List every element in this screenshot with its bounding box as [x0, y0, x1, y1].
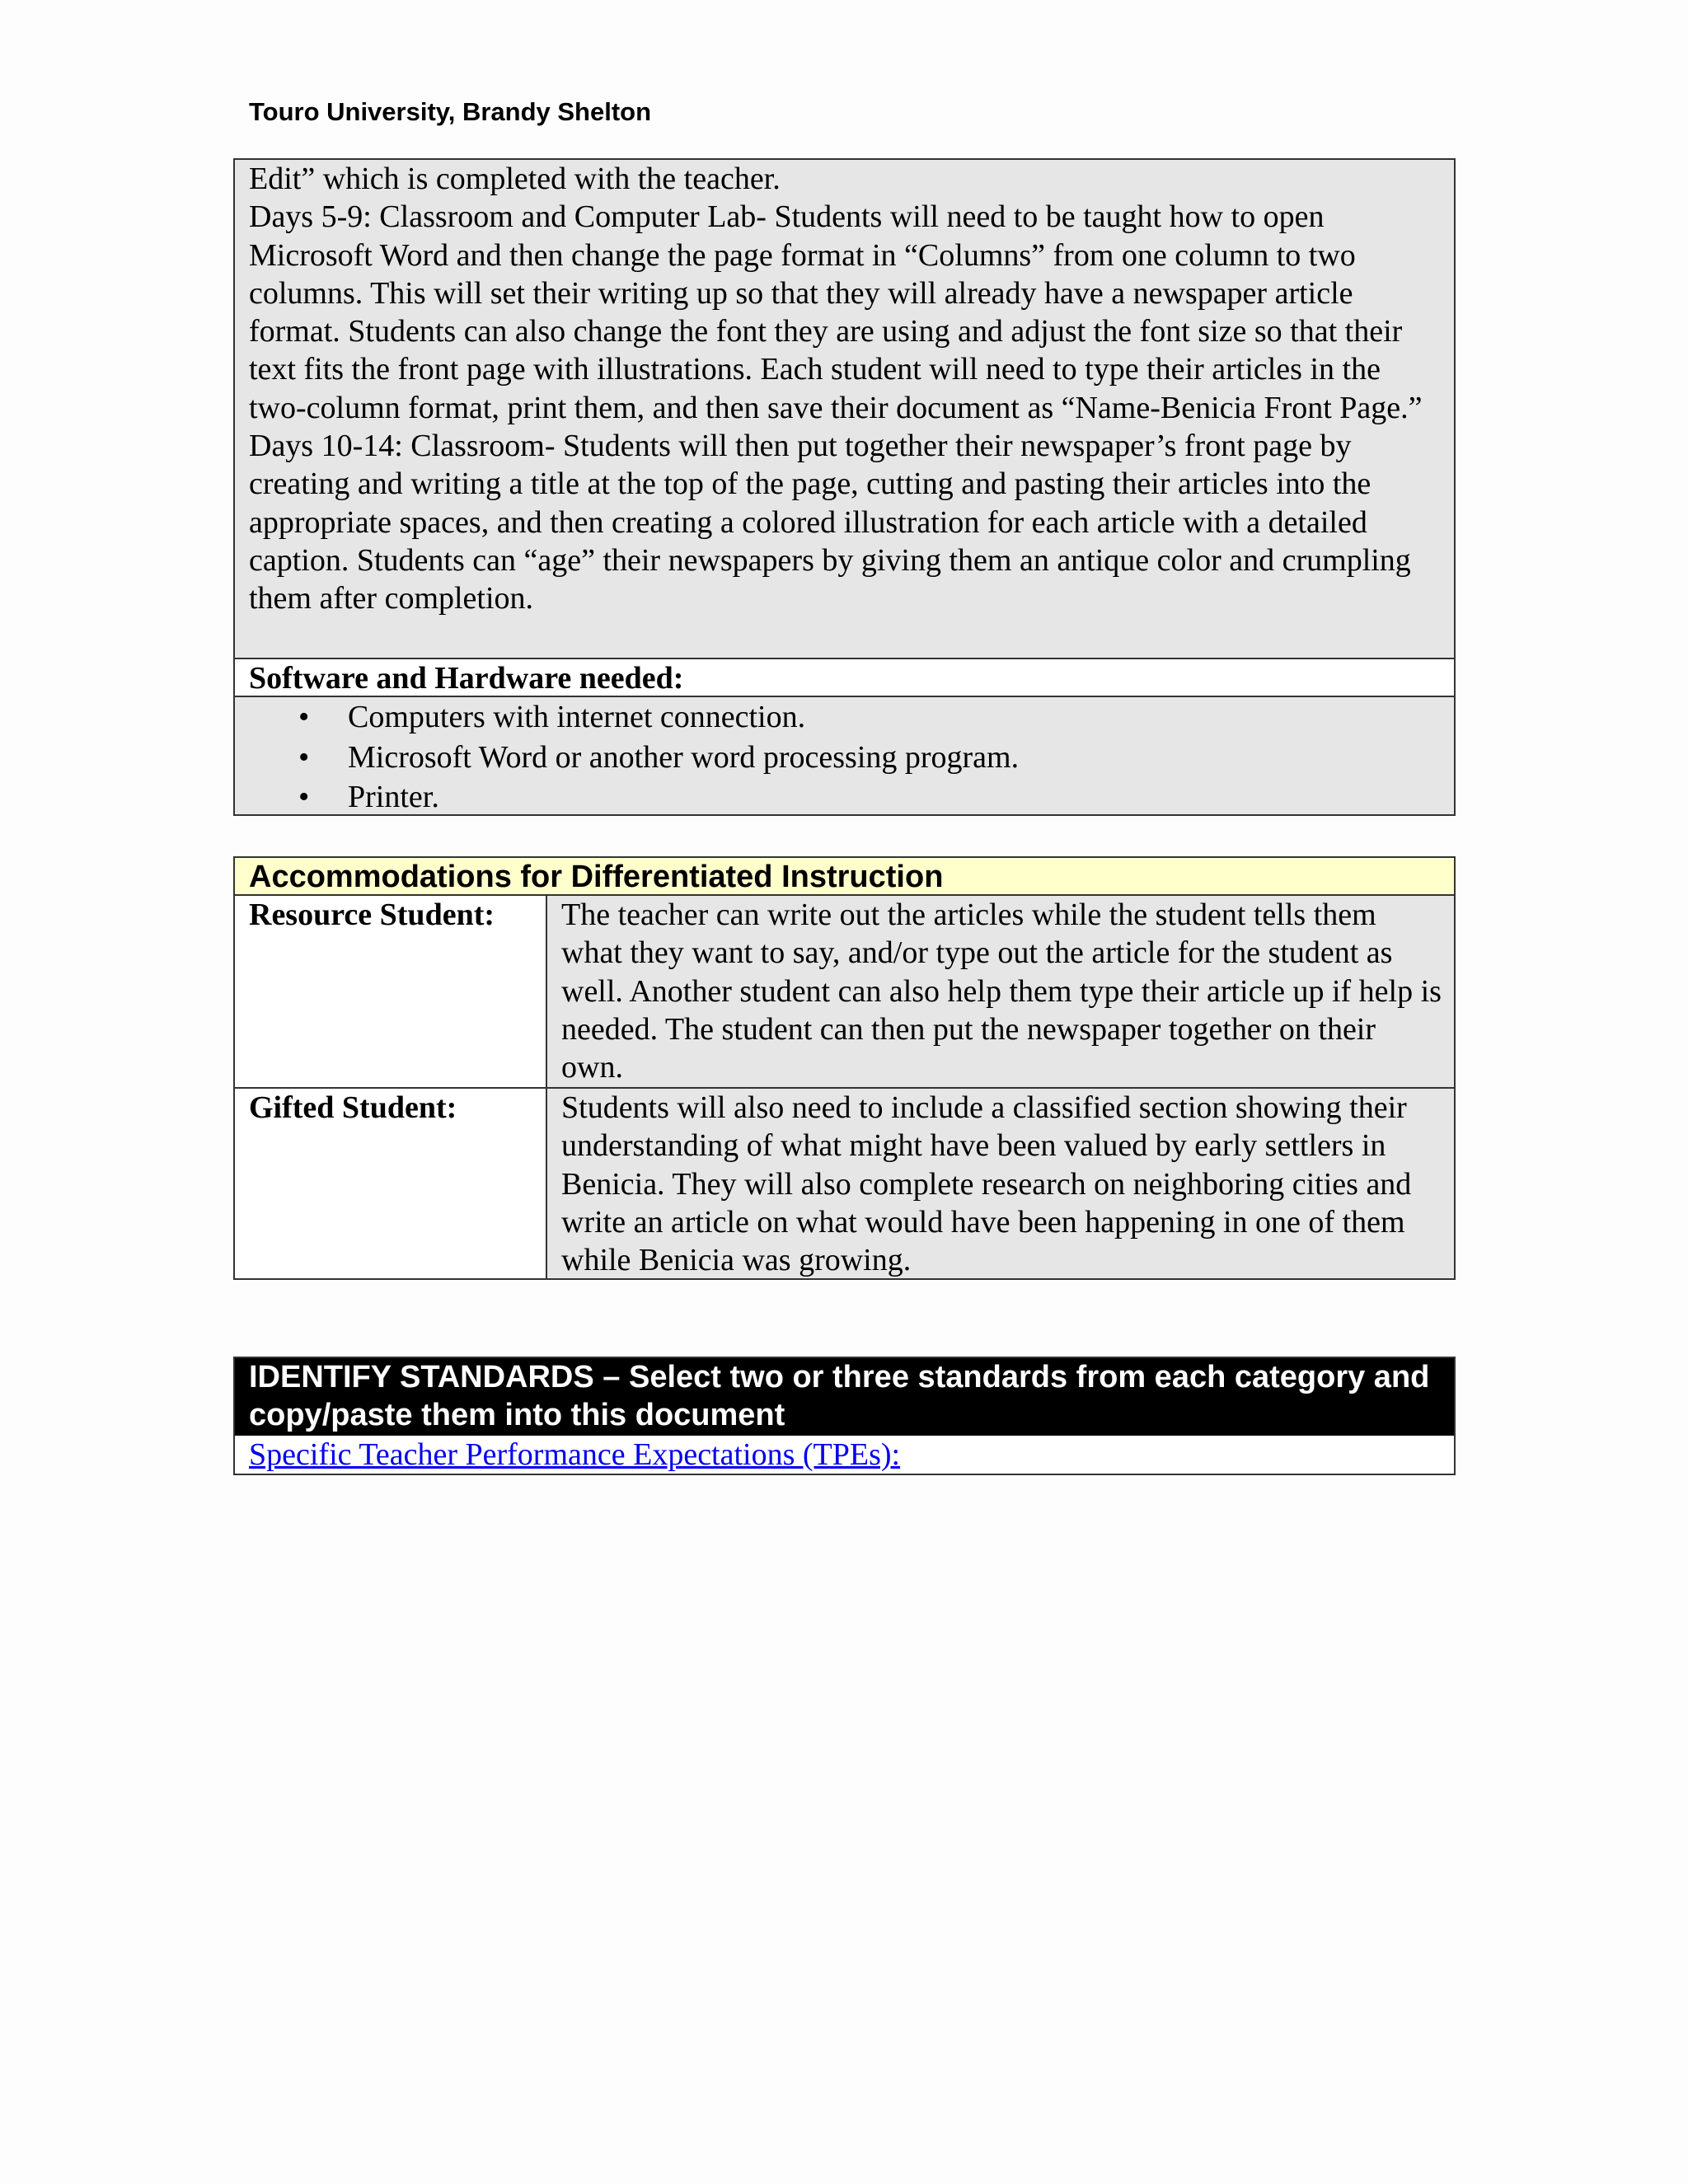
procedure-paragraph: Days 10-14: Classroom- Students will then put together their newspaper’s front page by creating and writing a title at the top of the page, cutting and pasting their articles into the appropriate spaces, and then creating a colored illustration for each article with a detailed caption. Students can “age” their newspapers by giving them an antique color and crumpling them after completion.	[249, 429, 1411, 616]
procedure-table	[233, 158, 1456, 816]
standards-table	[233, 1357, 1456, 1475]
bullet-icon: •	[298, 739, 310, 775]
row-description: Students will also need to include a classified section showing their understanding of what might have been valued by early settlers in Benicia. They will also complete research on neighboring cities and write an article on what would have been happening in one of them while Benicia was growing.	[547, 1089, 1454, 1278]
standards-link-cell	[235, 1436, 1454, 1474]
row-description: The teacher can write out the articles while the student tells them what they want to say, and/or type out the article for the student as well. Another student can also help them type their article up if help is needed. The student can then put the newspaper together on their own.	[547, 896, 1454, 1087]
list-item	[235, 738, 1454, 778]
row-label: Resource Student:	[235, 896, 547, 1087]
table-row	[235, 896, 1454, 1087]
procedure-text-cell	[235, 160, 1454, 658]
list-item-text: Microsoft Word or another word processing program.	[348, 739, 1020, 775]
procedure-paragraph: Edit” which is completed with the teacher.	[249, 162, 781, 196]
list-item-text: Printer.	[348, 780, 439, 814]
list-item	[235, 697, 1454, 738]
software-hardware-list	[235, 697, 1454, 814]
software-hardware-heading: Software and Hardware needed:	[235, 658, 1454, 697]
bullet-icon: •	[298, 700, 310, 734]
procedure-paragraph: Days 5-9: Classroom and Computer Lab- Students will need to be taught how to open Microsoft Word and then change the page format in “Columns” from one column to two columns. This will set their writing up so that they will already have a newspaper article format. Students can also change the font they are using and adjust the font size so that their text fits the front page with illustrations. Each student will need to type their articles in the two-column format, print them, and then save their document as “Name-Benicia Front Page.”	[249, 199, 1423, 425]
page-header-author: Touro University, Brandy Shelton	[249, 97, 652, 126]
accommodations-title: Accommodations for Differentiated Instruction	[235, 858, 1454, 896]
accommodations-table	[233, 856, 1456, 1280]
tpe-link[interactable]: Specific Teacher Performance Expectations (TPEs):	[249, 1437, 901, 1472]
row-label: Gifted Student:	[235, 1089, 547, 1278]
bullet-icon: •	[298, 780, 310, 814]
list-item-text: Computers with internet connection.	[348, 700, 806, 734]
list-item	[235, 777, 1454, 818]
table-row	[235, 1087, 1454, 1278]
standards-title: IDENTIFY STANDARDS – Select two or three standards from each category and copy/paste them into this document	[235, 1358, 1454, 1436]
